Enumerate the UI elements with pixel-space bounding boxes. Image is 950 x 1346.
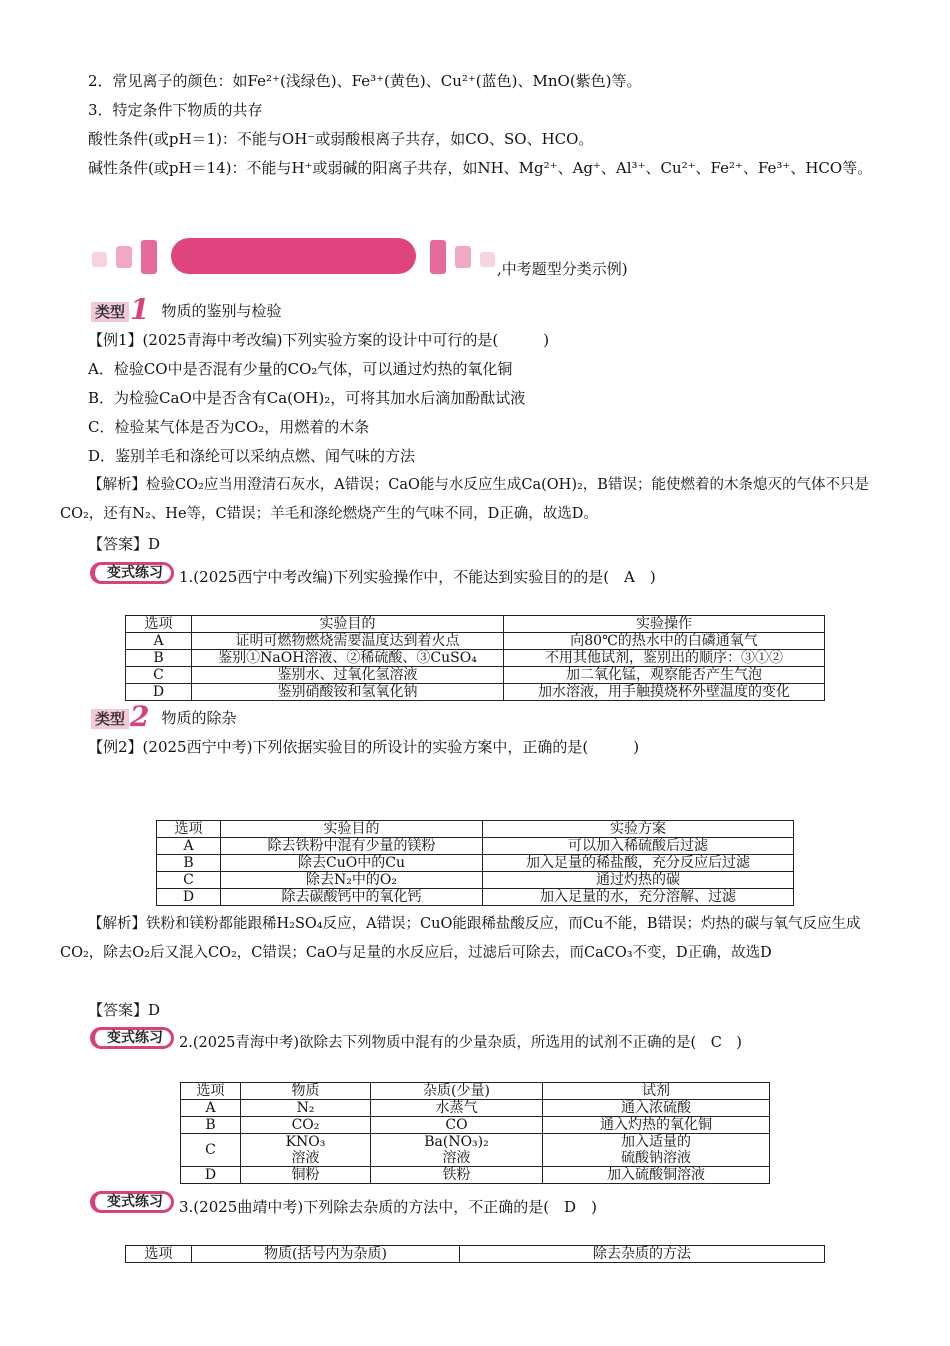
table-row: [126, 667, 825, 684]
example-1-analysis: 【解析】检验CO₂应当用澄清石灰水，A错误；CaO能与水反应生成Ca(OH)₂，B错误；能使燃着的木条熄灭的气体不只是CO₂，还有N₂、He等，C错误；羊毛和涤纶燃烧产生的气味不同，D正确，故选D。: [60, 477, 869, 522]
intro-line-4: 酸性条件(或pH＝1)：不能与OH⁻或弱酸根离子共存，如CO、SO、HCO。: [88, 130, 594, 148]
table-cell: 除去碳酸钙中的氧化钙: [221, 889, 483, 906]
table-cell: 除去N₂中的O₂: [221, 872, 483, 889]
table-cell: C: [126, 667, 192, 684]
table-header-row: [157, 821, 794, 838]
table-header-cell: 实验目的: [221, 821, 483, 838]
example-2-table: [156, 820, 794, 906]
banner-square: [430, 240, 446, 274]
intro-line-5: 碱性条件(或pH＝14)：不能与H⁺或弱碱的阳离子共存，如NH、Mg²⁺、Ag⁺、Al³⁺、Cu²⁺、Fe²⁺、Fe³⁺、HCO等。: [88, 159, 873, 177]
table-cell: 铜粉: [241, 1167, 371, 1184]
table-cell: 通过灼热的碳: [483, 872, 794, 889]
practice-2-question: 2.(2025青海中考)欲除去下列物质中混有的少量杂质，所选用的试剂不正确的是( C ): [179, 1035, 742, 1051]
table-cell: C: [157, 872, 221, 889]
table-row: [181, 1167, 770, 1184]
example-1-heading: 【例1】(2025青海中考改编)下列实验方案的设计中可行的是( ): [88, 331, 550, 349]
table-cell: 不用其他试剂，鉴别出的顺序：③①②: [504, 650, 825, 667]
table-row: [157, 872, 794, 889]
table-cell: 水蒸气: [371, 1100, 543, 1117]
example-1-answer: 【答案】D: [88, 535, 161, 553]
table-cell: 加入足量的稀盐酸，充分反应后过滤: [483, 855, 794, 872]
type-title: 物质的鉴别与检验: [161, 302, 282, 320]
example-1-option-c: C．检验某气体是否为CO₂，用燃着的木条: [88, 418, 370, 436]
table-row: [181, 1100, 770, 1117]
practice-3-question: 3.(2025曲靖中考)下列除去杂质的方法中，不正确的是( D ): [179, 1198, 597, 1216]
example-1-option-a: A．检验CO中是否混有少量的CO₂气体，可以通过灼热的氧化铜: [88, 360, 513, 378]
intro-line-2: 2．常见离子的颜色：如Fe²⁺(浅绿色)、Fe³⁺(黄色)、Cu²⁺(蓝色)、MnO(紫色)等。: [88, 72, 642, 90]
table-header-cell: 选项: [181, 1083, 241, 1100]
table-cell: B: [157, 855, 221, 872]
table-cell: 向80℃的热水中的白磷通氧气: [504, 633, 825, 650]
table-row: [126, 684, 825, 701]
table-cell: 加入硫酸铜溶液: [543, 1167, 770, 1184]
table-row: [157, 855, 794, 872]
table-header-cell: 选项: [126, 1246, 192, 1263]
table-row: [181, 1134, 770, 1167]
table-cell: 除去CuO中的Cu: [221, 855, 483, 872]
table-cell: KNO₃ 溶液: [241, 1134, 371, 1167]
table-cell: 除去铁粉中混有少量的镁粉: [221, 838, 483, 855]
table-row: [126, 650, 825, 667]
table-cell: A: [181, 1100, 241, 1117]
table-row: [157, 889, 794, 906]
practice-badge: 变式练习: [90, 1191, 174, 1213]
banner-square: [92, 252, 107, 267]
table-header-cell: 实验操作: [504, 616, 825, 633]
table-cell: 加水溶液，用手触摸烧杯外壁温度的变化: [504, 684, 825, 701]
table-header-row: [126, 1246, 825, 1263]
table-header-cell: 实验目的: [192, 616, 504, 633]
table-cell: N₂: [241, 1100, 371, 1117]
table-cell: Ba(NO₃)₂ 溶液: [371, 1134, 543, 1167]
type-number: 1: [130, 293, 150, 326]
table-cell: 加入适量的 硫酸钠溶液: [543, 1134, 770, 1167]
table-header-cell: 选项: [157, 821, 221, 838]
table-cell: D: [126, 684, 192, 701]
practice-badge: 变式练习: [90, 1027, 174, 1049]
type-1-tag: [91, 293, 282, 326]
banner-caption: ,中考题型分类示例): [497, 260, 628, 278]
banner-pill: [171, 238, 416, 274]
banner-square: [480, 252, 495, 267]
table-header-row: [126, 616, 825, 633]
table-row: [126, 633, 825, 650]
intro-line-3: 3．特定条件下物质的共存: [88, 101, 263, 119]
example-2-answer: 【答案】D: [88, 1001, 161, 1019]
table-cell: B: [181, 1117, 241, 1134]
table-cell: 鉴别①NaOH溶液、②稀硫酸、③CuSO₄: [192, 650, 504, 667]
table-cell: D: [181, 1167, 241, 1184]
example-1-option-b: B．为检验CaO中是否含有Ca(OH)₂，可将其加水后滴加酚酞试液: [88, 389, 526, 407]
table-cell: A: [157, 838, 221, 855]
type-label: 类型: [91, 709, 129, 729]
table-cell: 加二氧化锰，观察能否产生气泡: [504, 667, 825, 684]
table-cell: D: [157, 889, 221, 906]
banner-square: [455, 246, 471, 268]
table-cell: CO: [371, 1117, 543, 1134]
table-cell: 鉴别水、过氧化氢溶液: [192, 667, 504, 684]
practice-2-table: [180, 1082, 770, 1184]
example-2-analysis: 【解析】铁粉和镁粉都能跟稀H₂SO₄反应，A错误；CuO能跟稀盐酸反应，而Cu不能，B错误；灼热的碳与氧气反应生成CO₂，除去O₂后又混入CO₂，C错误；CaO与足量的水反应后，过滤后可除去，而CaCO₃不变，D正确，故选D: [60, 916, 861, 961]
table-cell: B: [126, 650, 192, 667]
practice-1-table: [125, 615, 825, 701]
table-header-cell: 选项: [126, 616, 192, 633]
table-cell: C: [181, 1134, 241, 1167]
table-cell: 铁粉: [371, 1167, 543, 1184]
table-header-row: [181, 1083, 770, 1100]
type-title: 物质的除杂: [161, 709, 237, 727]
table-cell: 通入灼热的氧化铜: [543, 1117, 770, 1134]
banner-square: [141, 240, 157, 274]
table-cell: 可以加入稀硫酸后过滤: [483, 838, 794, 855]
table-header-cell: 试剂: [543, 1083, 770, 1100]
table-header-cell: 实验方案: [483, 821, 794, 838]
table-cell: A: [126, 633, 192, 650]
table-cell: 证明可燃物燃烧需要温度达到着火点: [192, 633, 504, 650]
practice-3-table: [125, 1245, 825, 1263]
example-1-option-d: D．鉴别羊毛和涤纶可以采纳点燃、闻气味的方法: [88, 447, 416, 465]
practice-1-question: 1.(2025西宁中考改编)下列实验操作中，不能达到实验目的的是( A ): [179, 568, 656, 586]
table-cell: 通入浓硫酸: [543, 1100, 770, 1117]
banner-square: [116, 246, 132, 268]
table-header-cell: 除去杂质的方法: [460, 1246, 825, 1263]
type-2-tag: [91, 700, 237, 733]
table-header-cell: 物质(括号内为杂质): [192, 1246, 460, 1263]
example-2-heading: 【例2】(2025西宁中考)下列依据实验目的所设计的实验方案中，正确的是( ): [88, 738, 640, 756]
table-header-cell: 杂质(少量): [371, 1083, 543, 1100]
table-row: [181, 1117, 770, 1134]
table-cell: 加入足量的水，充分溶解、过滤: [483, 889, 794, 906]
type-number: 2: [130, 700, 150, 733]
table-cell: 鉴别硝酸铵和氢氧化钠: [192, 684, 504, 701]
table-row: [157, 838, 794, 855]
practice-badge: 变式练习: [90, 562, 174, 584]
table-cell: CO₂: [241, 1117, 371, 1134]
table-header-cell: 物质: [241, 1083, 371, 1100]
type-label: 类型: [91, 302, 129, 322]
